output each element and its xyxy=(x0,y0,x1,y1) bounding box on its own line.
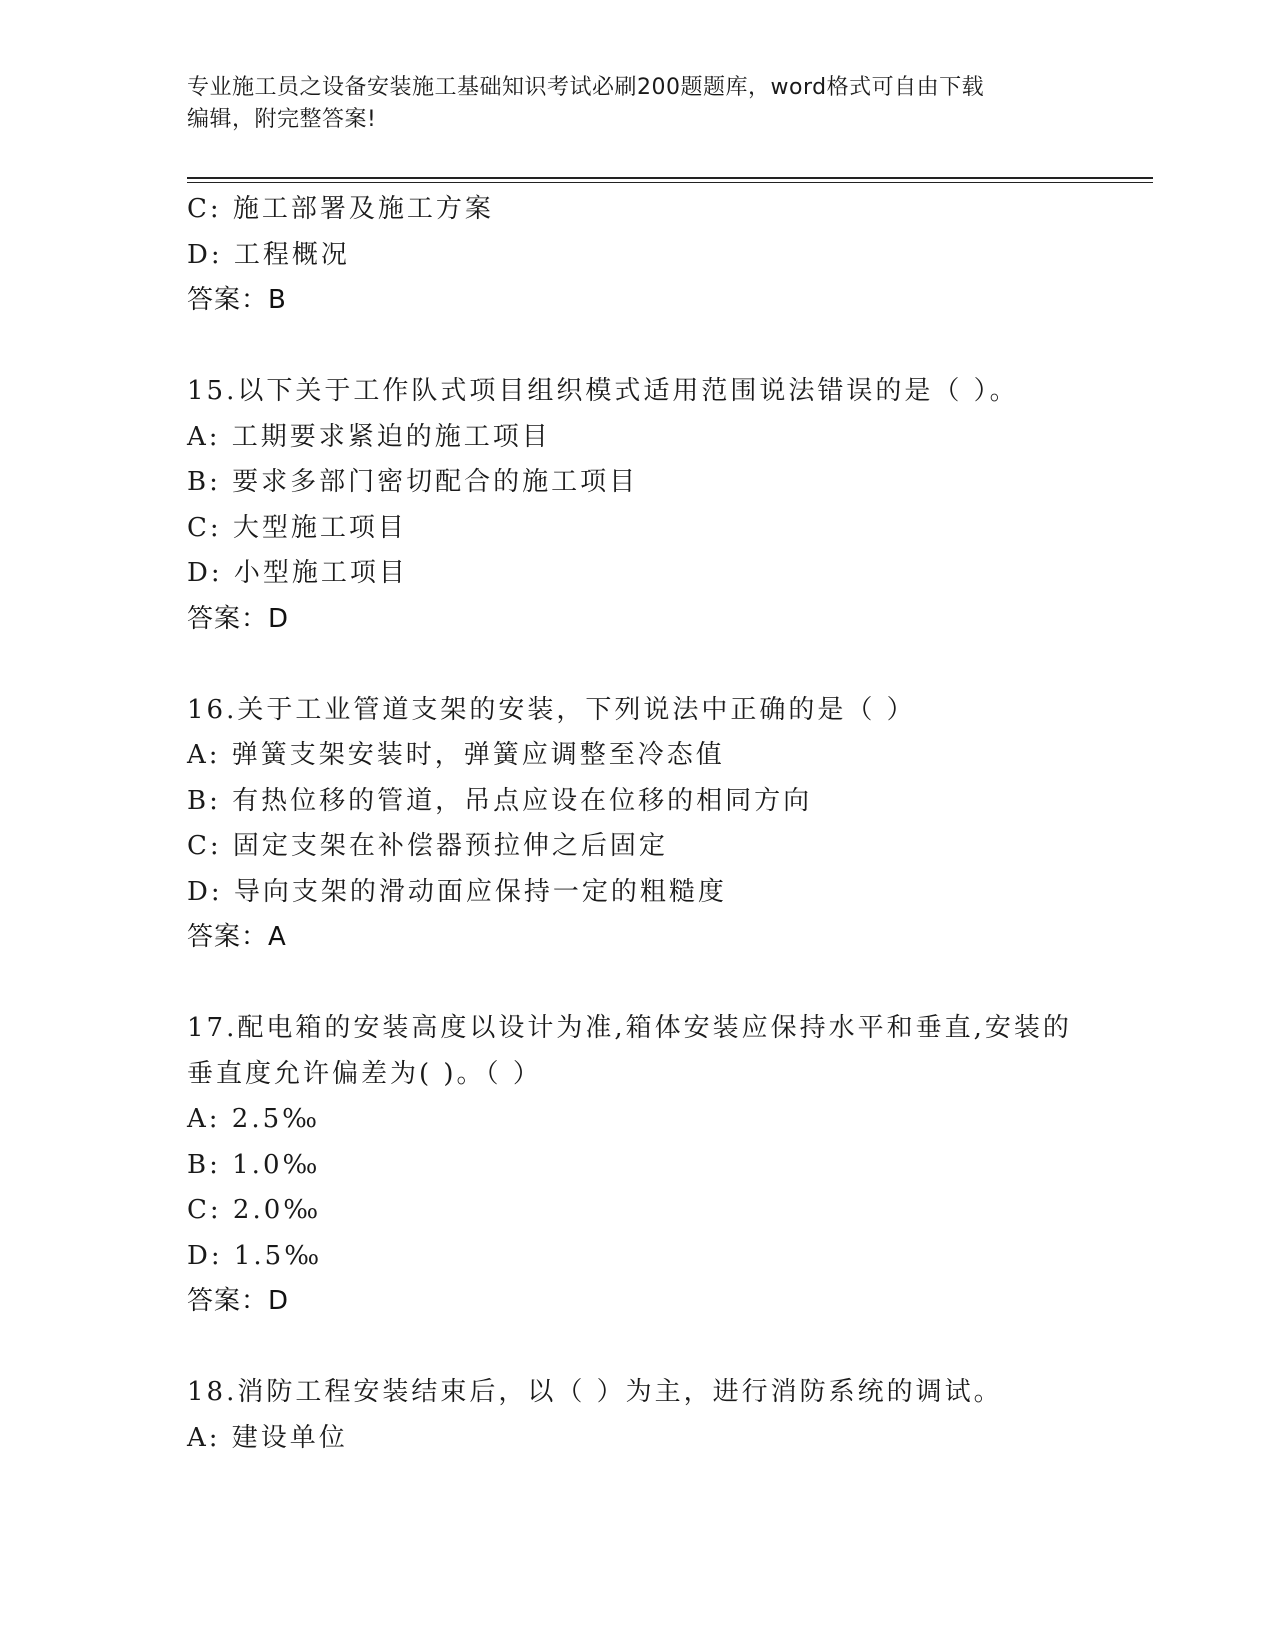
option-d: D: 1.5‰ xyxy=(187,1240,323,1271)
answer-line: 答案：B xyxy=(187,285,287,315)
option-d: D: 工程概况 xyxy=(187,239,350,270)
answer-line: 答案：D xyxy=(187,603,290,634)
question-stem: 17.配电箱的安装高度以设计为准,箱体安装应保持水平和垂直,安装的 xyxy=(187,1013,1072,1043)
question-stem: 16.关于工业管道支架的安装，下列说法中正确的是（ ） xyxy=(187,694,916,725)
question-14-continued xyxy=(187,187,1087,324)
header-divider-thick xyxy=(187,177,1153,179)
option-a: A: 2.5‰ xyxy=(187,1104,321,1134)
question-spacer xyxy=(187,961,1087,1007)
header-title-line-2: 编辑，附完整答案! xyxy=(187,107,377,132)
header-title-line-1: 专业施工员之设备安装施工基础知识考试必刷200题题库，word格式可自由下载 xyxy=(187,75,985,100)
question-list xyxy=(187,187,1087,1461)
question-spacer xyxy=(187,642,1087,688)
question-16 xyxy=(187,688,1087,961)
option-c: C: 2.0‰ xyxy=(187,1195,322,1225)
answer-line: 答案：A xyxy=(187,922,287,952)
option-b: B: 有热位移的管道，吊点应设在位移的相同方向 xyxy=(187,785,813,816)
question-18 xyxy=(187,1370,1087,1461)
question-15 xyxy=(187,369,1087,642)
header-divider-thin xyxy=(187,182,1153,183)
question-stem: 18.消防工程安装结束后，以（ ）为主，进行消防系统的调试。 xyxy=(187,1377,1003,1407)
question-stem: 15.以下关于工作队式项目组织模式适用范围说法错误的是（ ）。 xyxy=(187,376,1019,406)
option-d: D: 小型施工项目 xyxy=(187,558,408,588)
option-d: D: 导向支架的滑动面应保持一定的粗糙度 xyxy=(187,876,727,907)
option-a: A: 弹簧支架安装时，弹簧应调整至冷态值 xyxy=(187,740,725,770)
option-c: C: 大型施工项目 xyxy=(187,512,407,543)
option-b: B: 要求多部门密切配合的施工项目 xyxy=(187,467,639,497)
question-spacer xyxy=(187,1325,1087,1371)
document-header xyxy=(187,72,1087,136)
answer-line: 答案：D xyxy=(187,1286,290,1316)
option-b: B: 1.0‰ xyxy=(187,1149,321,1180)
option-a: A: 工期要求紧迫的施工项目 xyxy=(187,421,551,452)
option-c: C: 施工部署及施工方案 xyxy=(187,194,494,224)
option-c: C: 固定支架在补偿器预拉伸之后固定 xyxy=(187,831,668,861)
question-17 xyxy=(187,1006,1087,1325)
option-a: A: 建设单位 xyxy=(187,1422,348,1453)
question-stem-continued: 垂直度允许偏差为( )。（ ） xyxy=(187,1058,542,1089)
question-spacer xyxy=(187,324,1087,370)
